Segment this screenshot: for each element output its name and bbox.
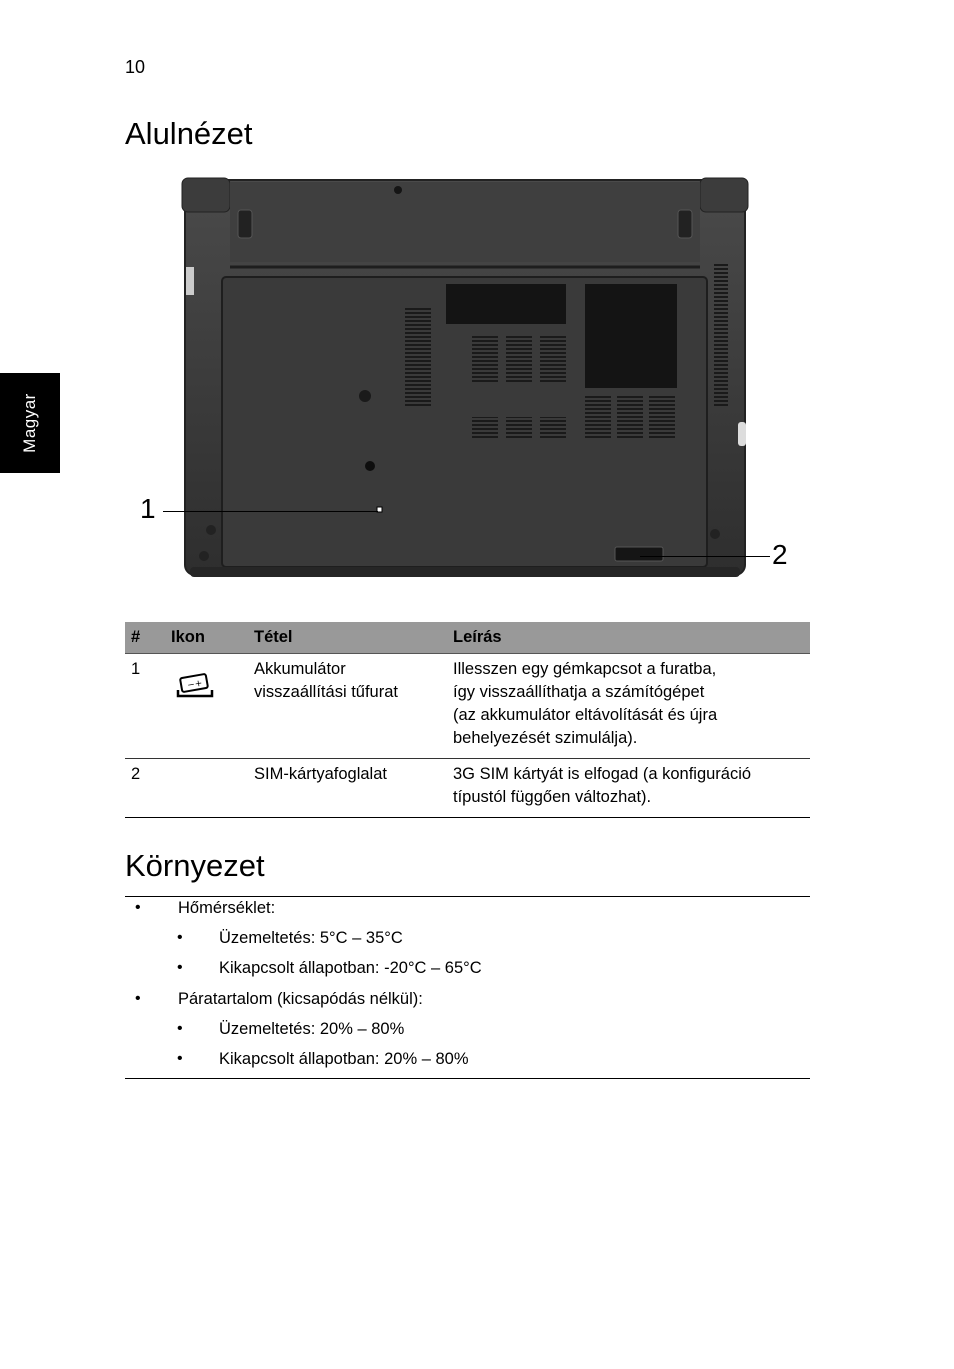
list-item: • Hőmérséklet: — [135, 899, 276, 917]
col-header-description: Leírás — [447, 622, 810, 654]
laptop-bottom-illustration — [130, 172, 800, 592]
callout-2-leader — [640, 556, 770, 557]
description-line: behelyezését szimulálja). — [453, 729, 638, 747]
components-table — [125, 622, 810, 818]
laptop-bottom-view-figure — [130, 172, 800, 592]
description-line: típustól függően változhat). — [453, 788, 652, 806]
table-header-row — [125, 622, 810, 654]
row-num: 1 — [125, 654, 165, 759]
callout-2: 2 — [772, 539, 788, 570]
description-line: 3G SIM kártyát is elfogad (a konfiguráció — [453, 765, 752, 783]
table-row — [125, 654, 810, 759]
language-tab-label: Magyar — [20, 393, 39, 453]
bullet-icon: • — [177, 1050, 183, 1067]
col-header-num: # — [125, 622, 165, 654]
section-title-bottom-view: Alulnézet — [125, 116, 253, 151]
row-num: 2 — [125, 759, 165, 818]
col-header-item: Tétel — [248, 622, 447, 654]
bullet-icon: • — [135, 899, 141, 916]
col-header-icon: Ikon — [165, 622, 248, 654]
environment-bottom-rule — [125, 1078, 810, 1079]
language-tab — [0, 373, 60, 473]
battery-reset-icon — [171, 678, 215, 706]
list-item: • Kikapcsolt állapotban: 20% – 80% — [177, 1050, 469, 1068]
list-item: • Páratartalom (kicsapódás nélkül): — [135, 990, 423, 1008]
callout-1: 1 — [140, 493, 156, 524]
table-row — [125, 759, 810, 818]
svg-text:−+: −+ — [186, 678, 204, 692]
item-line: Akkumulátor — [254, 660, 346, 678]
environment-top-rule — [125, 896, 810, 897]
list-item: • Üzemeltetés: 20% – 80% — [177, 1020, 405, 1038]
list-item: • Üzemeltetés: 5°C – 35°C — [177, 929, 403, 947]
bullet-icon: • — [135, 990, 141, 1007]
bullet-icon: • — [177, 1020, 183, 1037]
bullet-icon: • — [177, 959, 183, 976]
list-item: • Kikapcsolt állapotban: -20°C – 65°C — [177, 959, 482, 977]
item-line: visszaállítási tűfurat — [254, 683, 398, 701]
callout-1-leader — [163, 511, 378, 512]
section-title-environment: Környezet — [125, 848, 265, 883]
description-line: így visszaállíthatja a számítógépet — [453, 683, 705, 701]
description-line: (az akkumulátor eltávolítását és újra — [453, 706, 718, 724]
item-line: SIM-kártyafoglalat — [254, 765, 387, 783]
bullet-icon: • — [177, 929, 183, 946]
description-line: Illesszen egy gémkapcsot a furatba, — [453, 660, 717, 678]
page-number: 10 — [125, 57, 146, 77]
